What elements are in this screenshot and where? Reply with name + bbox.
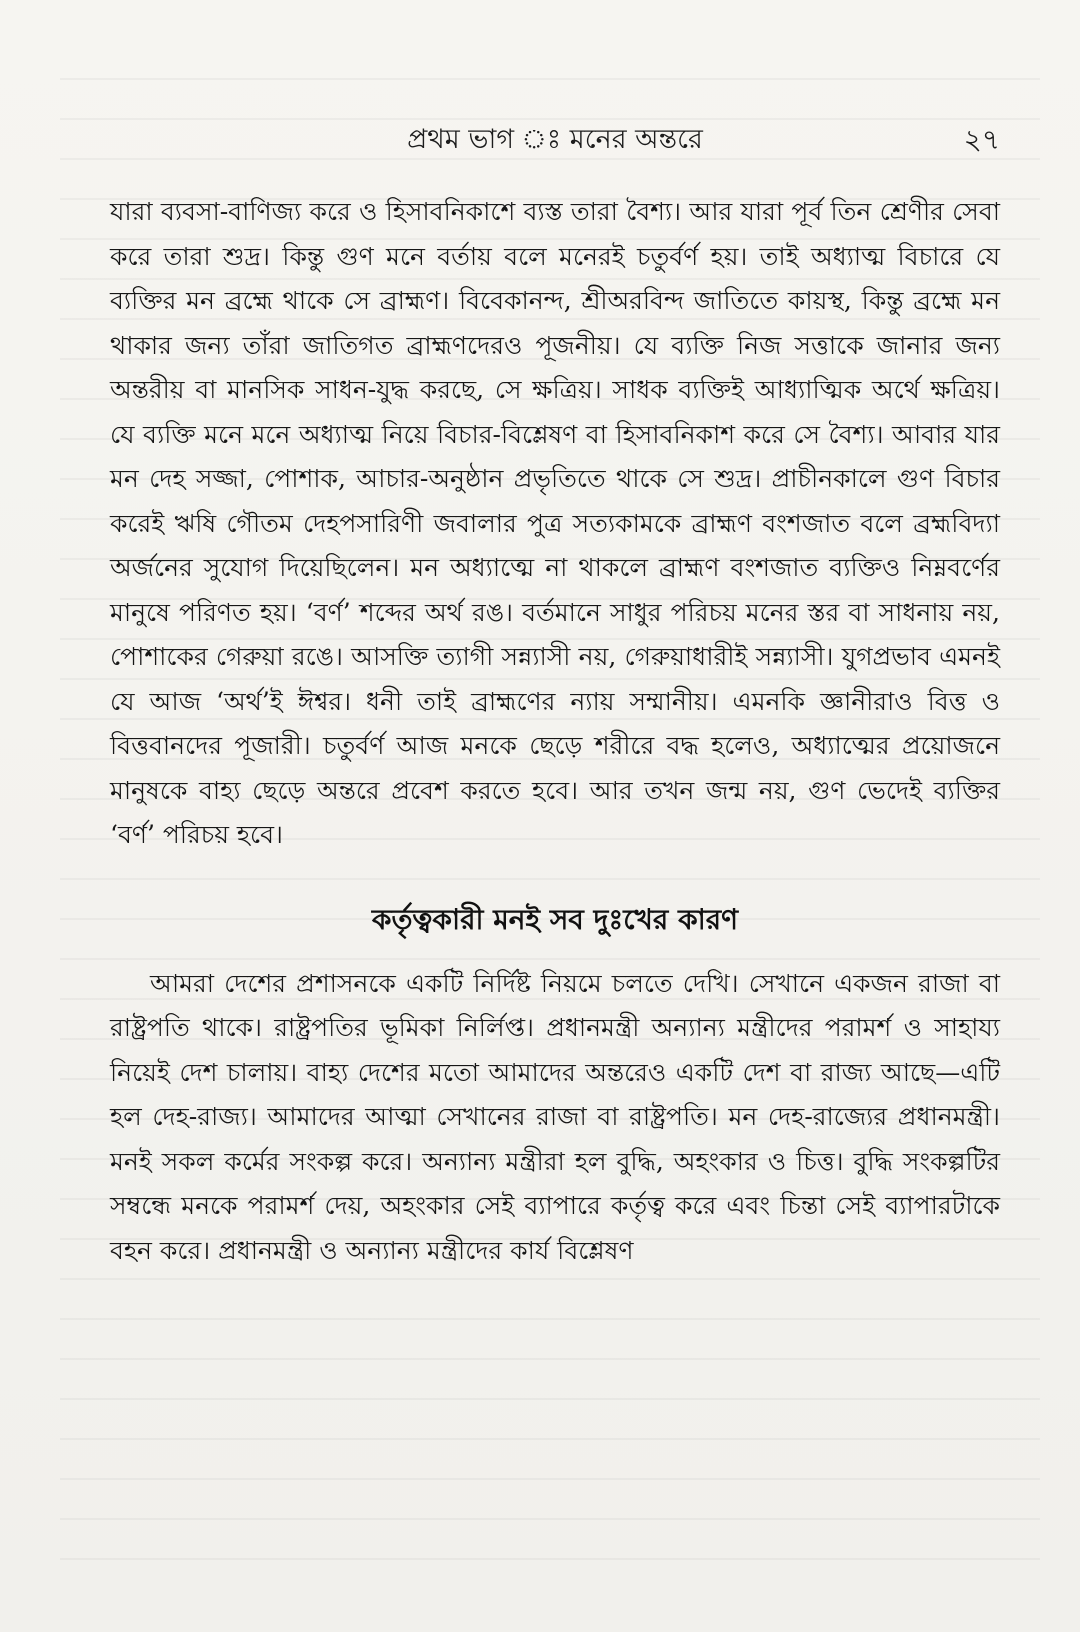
header-title: প্রথম ভাগ ঃ মনের অন্তরে (407, 124, 703, 155)
page-number: ২৭ (963, 123, 1000, 156)
section-heading: কর্তৃত্বকারী মনই সব দুঃখের কারণ (371, 902, 739, 936)
running-header (110, 120, 1000, 160)
paragraph-varna: যারা ব্যবসা-বাণিজ্য করে ও হিসাবনিকাশে ব্যস্ত তারা বৈশ্য। আর যারা পূর্ব তিন শ্রেণীর সেবা করে তারা শুদ্র। কিন্তু গুণ মনে বর্তায় বলে মনেরই চতুর্বর্ণ হয়। তাই অধ্যাত্ম বিচারে যে ব্যক্তির মন ব্রহ্মে থাকে সে ব্রাহ্মণ। বিবেকানন্দ, শ্রীঅরবিন্দ জাতিতে কায়স্থ, কিন্তু ব্রহ্মে মন থাকার জন্য তাঁরা জাতিগত ব্রাহ্মণদেরও পূজনীয়। যে ব্যক্তি নিজ সত্তাকে জানার জন্য অন্তরীয় বা মানসিক সাধন-যুদ্ধ করছে, সে ক্ষত্রিয়। সাধক ব্যক্তিই আধ্যাত্মিক অর্থে ক্ষত্রিয়। যে ব্যক্তি মনে মনে অধ্যাত্ম নিয়ে বিচার-বিশ্লেষণ বা হিসাবনিকাশ করে সে বৈশ্য। আবার যার মন দেহ সজ্জা, পোশাক, আচার-অনুষ্ঠান প্রভৃতিতে থাকে সে শুদ্র। প্রাচীনকালে গুণ বিচার করেই ঋষি গৌতম দেহপসারিণী জবালার পুত্র সত্যকামকে ব্রাহ্মণ বংশজাত বলে ব্রহ্মবিদ্যা অর্জনের সুযোগ দিয়েছিলেন। মন অধ্যাত্মে না থাকলে ব্রাহ্মণ বংশজাত ব্যক্তিও নিম্নবর্ণের মানুষে পরিণত হয়। ‘বর্ণ’ শব্দের অর্থ রঙ। বর্তমানে সাধুর পরিচয় মনের স্তর বা সাধনায় নয়, পোশাকের গেরুয়া রঙে। আসক্তি ত্যাগী সন্ন্যাসী নয়, গেরুয়াধারীই সন্ন্যাসী। যুগপ্রভাব এমনই যে আজ ‘অর্থ’ই ঈশ্বর। ধনী তাই ব্রাহ্মণের ন্যায় সম্মানীয়। এমনকি জ্ঞানীরাও বিত্ত ও বিত্তবানদের পূজারী। চতুর্বর্ণ আজ মনকে ছেড়ে শরীরে বদ্ধ হলেও, অধ্যাত্মের প্রয়োজনে মানুষকে বাহ্য ছেড়ে অন্তরে প্রবেশ করতে হবে। আর তখন জন্ম নয়, গুণ ভেদেই ব্যক্তির ‘বর্ণ’ পরিচয় হবে। (110, 197, 1000, 849)
paragraph-body-kingdom: আমরা দেশের প্রশাসনকে একটি নির্দিষ্ট নিয়মে চলতে দেখি। সেখানে একজন রাজা বা রাষ্ট্রপতি থাকে। রাষ্ট্রপতির ভূমিকা নির্লিপ্ত। প্রধানমন্ত্রী অন্যান্য মন্ত্রীদের পরামর্শ ও সাহায্য নিয়েই দেশ চালায়। বাহ্য দেশের মতো আমাদের অন্তরেও একটি দেশ বা রাজ্য আছে—এটি হল দেহ-রাজ্য। আমাদের আত্মা সেখানের রাজা বা রাষ্ট্রপতি। মন দেহ-রাজ্যের প্রধানমন্ত্রী। মনই সকল কর্মের সংকল্প করে। অন্যান্য মন্ত্রীরা হল বুদ্ধি, অহংকার ও চিত্ত। বুদ্ধি সংকল্পটির সম্বন্ধে মনকে পরামর্শ দেয়, অহংকার সেই ব্যাপারে কর্তৃত্ব করে এবং চিন্তা সেই ব্যাপারটাকে বহন করে। প্রধানমন্ত্রী ও অন্যান্য মন্ত্রীদের কার্য বিশ্লেষণ (110, 968, 1000, 1265)
body-text (110, 190, 1000, 1273)
